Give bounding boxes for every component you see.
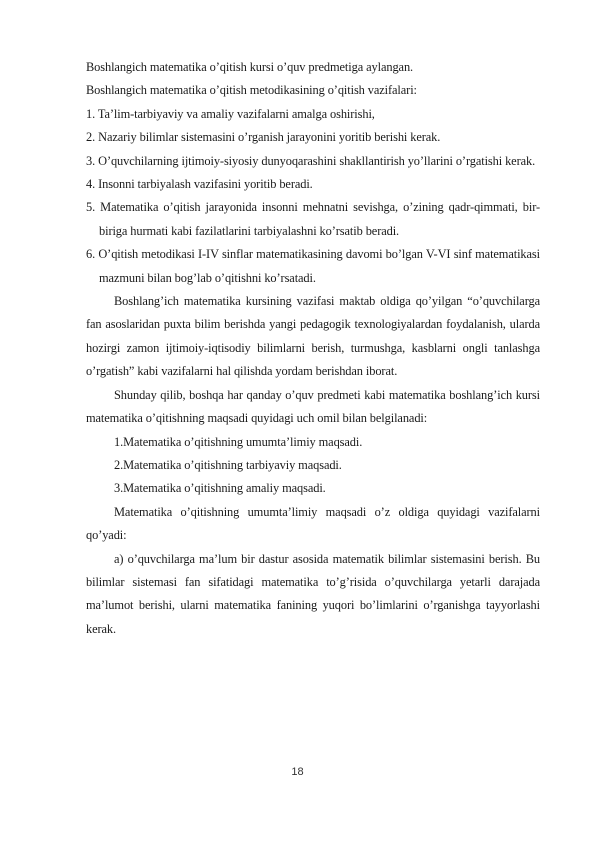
body-paragraph: Shunday qilib, boshqa har qanday o’quv predmeti kabi matematika boshlang’ich kursi matematika o’qitishning maqsadi quyidagi uch omil bilan belgilanadi: [86,387,540,426]
goal-item: 3.Matematika o’qitishning amaliy maqsadi. [114,481,326,496]
list-item: 3. O’quvchilarning ijtimoiy-siyosiy dunyoqarashini shakllantirish yo’llarini o’rgatishi kerak. [86,153,536,168]
list-item: 4. Insonni tarbiyalash vazifasini yoritib beradi. [86,177,313,192]
page-body [86,56,540,641]
body-paragraph: a) o’quvchilarga ma’lum bir dastur asosida matematik bilimlar sistemasini berish. Bu bilimlar sistemasi fan sifatidagi matematika to’g’risida o’quvchilarga yetarli darajada ma’lumot berishi, ularni matematika fanining yuqori bo’limlarini o’rganishga tayyorlashi kerak. [86,551,540,636]
body-paragraph: Boshlang’ich matematika kursining vazifasi maktab oldiga qo’yilgan “o’quvchilarga fan asoslaridan puxta bilim berishda yangi pedagogik texnologiyalardan foydalanish, ularda hozirgi zamon ijtimoiy-iqtisodiy bilimlarni berish, turmushga, kasblarni ongli tanlashga o’rgatish” kabi vazifalarni hal qilishda yordam berishdan iborat. [86,294,540,379]
page-number: 18 [291,766,304,778]
tasks-heading: Boshlangich matematika o’qitish metodikasining o’qitish vazifalari: [86,83,417,98]
intro-line: Boshlangich matematika o’qitish kursi o’quv predmetiga aylangan. [86,60,414,74]
list-item: 2. Nazariy bilimlar sistemasini o’rganish jarayonini yoritib berishi kerak. [86,130,441,145]
goal-item: 2.Matematika o’qitishning tarbiyaviy maqsadi. [114,457,342,472]
list-item: 5. Matematika o’qitish jarayonida insonni mehnatni sevishga, o’zining qadr-qimmati, bir-biriga hurmati kabi fazilatlarini tarbiyalashni ko’rsatib beradi. [86,200,540,238]
goal-item: 1.Matematika o’qitishning umumta’limiy maqsadi. [114,434,363,449]
list-item: 6. O’qitish metodikasi I-IV sinflar matematikasining davomi bo’lgan V-VI sinf matematikasi mazmuni bilan bog’lab o’qitishni ko’rsatadi. [86,247,540,285]
list-item: 1. Ta’lim-tarbiyaviy va amaliy vazifalarni amalga oshirishi, [86,106,375,121]
body-paragraph: Matematika o’qitishning umumta’limiy maqsadi o’z oldiga quyidagi vazifalarni qo’yadi: [86,504,540,543]
